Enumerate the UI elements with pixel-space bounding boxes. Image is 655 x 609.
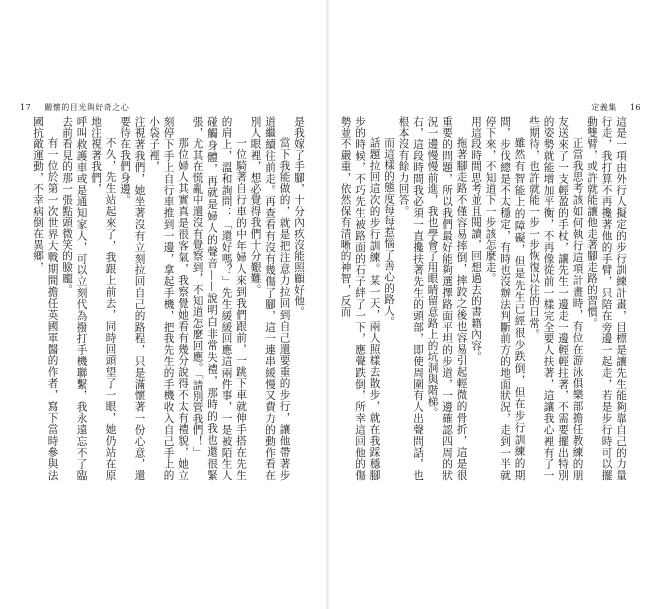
left-running-title: 關懷的目光與好奇之心 — [44, 103, 130, 112]
right-page-body — [339, 116, 628, 481]
paragraph: 當下我能做的，就是把注意力拉回到自己還要重的步行，讓他帶著步道繼續往前走。再查看有沒有幾傷了腳，這一連串緩慢又費力的動作看在別人眼裡，想必覺得我們十分艱難。 — [249, 116, 291, 481]
left-page-header — [20, 102, 129, 113]
paragraph: 話題拉回這次的步行訓練。某一天，兩人照樣去散步，就在我踩穩腳步的時候，不巧先生被路面的石子絆了一下，應聲跌倒，所幸這回他的傷勢並不嚴重，依然保有清晰的神智，反而 — [339, 116, 381, 481]
paragraph: 正當我思考該如何執行這項計畫時，有位在游泳俱樂部擔任教練的朋友送來了一支輕盈的手杖，讓先生一邊走一邊輕輕拄著，不需要擺出特別的姿勢就能增加平衡，不再像從前一樣完全要人扶著，這讓我心裡有了一些期待，也許就能一步一步恢復以往的日常。 — [528, 116, 584, 481]
paragraph: 右，這段時間我必須一直攙扶著先生的頭部，即使周圍有人出聲問話，也根本沒有餘力回答。 — [397, 116, 424, 481]
left-page-body — [32, 116, 306, 481]
paragraph: 是我嫁了手腳，十分內疚沒能照顧好他。 — [293, 116, 305, 318]
right-running-title: 定義集 — [591, 103, 617, 112]
right-page — [328, 0, 655, 609]
paragraph: 有一位於第一次世界大戰期間擔任英國軍醫的作者，寫下當時參與法國抗敵運動，不幸病倒在異鄉， — [32, 116, 59, 481]
paragraph: 注視著我們，她坐著沒有立刻拉回自己的路程，只是滿懷著一份心意，還要待在我們身邊。 — [119, 116, 146, 481]
paragraph: 雖然有智能上的障礙，但是先生已經很少跌倒，但在步行訓練的期間，步伐總是不太穩定，有時也沒辦法判斷前方的地面狀況，走到一半就停下來，不知道下一步該怎麼走。 — [484, 116, 526, 481]
paragraph: 呼叫救護車或是通知家人，可以立刻代為撥打手機聯繫，我永遠忘不了臨去前看見的那一張點頭微笑的臉龐。 — [61, 116, 88, 481]
paragraph: 那位婦人其實真是很客氣，我察覺她看有幾分說得不太有禮貌，她立刻停下手上自行車推到一邊，拿起手機，把我先生的手機收入自己手上的小袋子裡， — [148, 116, 189, 481]
paragraph: 用這段時間思考並且閱讀，回想過去的書籍內容。 — [470, 116, 482, 363]
paragraph: 拖著腳走路不僅容易摔倒，摔跤之後也容易引起輕微的骨折，這是很重要的問題，所以我們最好能夠選擇路面平坦的步道，一邊確認四周的狀況一邊慢慢前進，我也學會了用眼睛留意路上的坑洞與階梯。 — [426, 116, 468, 481]
right-page-number: 16 — [629, 103, 641, 112]
left-page — [0, 0, 327, 609]
paragraph: 一位騎著自行車的中年婦人來到我們跟前，一跳下車就伸手搭在先生的肩上，溫和詢問：「還好嗎？」先生緩緩回應這兩件事，一是被陌生人碰觸身體，再就是婦人的聲音——說明白非常失禮，那時的我也還很緊張，尤其在慌亂中還沒有覺察到，不知道怎麼回應。「請別管我們！」 — [191, 116, 247, 481]
paragraph: 而這樣的態度每每惹惱了善心的路人。 — [383, 137, 395, 328]
paragraph: 不久，先生站起來了，我跟上前去，同時回頭望了一眼，她仍站在原地注視著我們， — [90, 116, 117, 481]
paragraph: 這是一項由外行人擬定的步行訓練計畫，目標是讓先生能夠靠自己的力量行走，我打算不再攙著他的手臂，只陪在旁邊一起走，若是步行時可以擺動雙臂，或許就能讓他走著腳走路的習慣。 — [586, 116, 627, 481]
right-page-header — [591, 102, 641, 113]
left-page-number: 17 — [20, 103, 32, 112]
